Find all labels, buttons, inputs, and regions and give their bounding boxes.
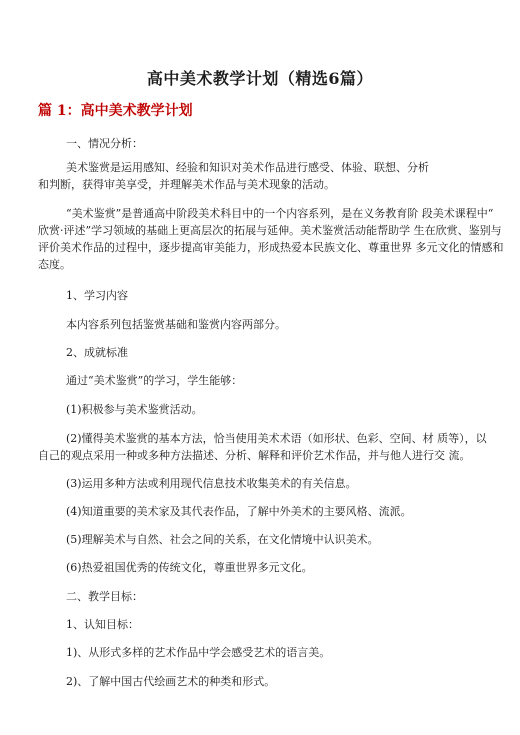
paragraph-line: 和判断，获得审美享受，并理解美术作品与美术现象的活动。	[38, 178, 335, 191]
document-title: 高中美术教学计划（精选6篇）	[146, 69, 374, 88]
list-item: (6)热爱祖国优秀的传统文化，尊重世界多元文化。	[66, 561, 313, 574]
paragraph-line: “美术鉴赏”是普通高中阶段美术科目中的一个内容系列，是在义务教育阶 段美术课程中“	[66, 207, 494, 220]
paragraph-line: 评价美术作品的过程中，逐步提高审美能力，形成热爱本民族文化、尊重世界 多元文化的情感和	[38, 241, 504, 254]
section-heading: 篇 1：高中美术教学计划	[38, 103, 193, 119]
list-item: (3)运用多种方法或利用现代信息技术收集美术的有关信息。	[66, 477, 357, 490]
subheading-achievement-standard: 2、成就标准	[66, 346, 128, 359]
list-item: 1)、从形式多样的艺术作品中学会感受艺术的语言美。	[66, 646, 331, 659]
paragraph-line: 欣赏·评述”学习领域的基础上更高层次的拓展与延伸。美术鉴赏活动能帮助学 生在欣赏、鉴别与	[38, 224, 502, 237]
subheading-cognitive-objectives: 1、认知目标：	[66, 618, 139, 631]
list-item: (5)理解美术与自然、社会之间的关系，在文化情境中认识美术。	[66, 533, 379, 546]
paragraph-line: 态度。	[38, 258, 71, 271]
list-item: 2)、了解中国古代绘画艺术的种类和形式。	[66, 675, 276, 688]
heading-teaching-objectives: 二、教学目标：	[66, 590, 143, 603]
subheading-learning-content: 1、学习内容	[66, 289, 128, 302]
list-item: (1)积极参与美术鉴赏活动。	[66, 403, 203, 416]
paragraph-line: 本内容系列包括鉴赏基础和鉴赏内容两部分。	[66, 318, 286, 331]
heading-situation-analysis: 一、情况分析：	[66, 137, 143, 150]
list-item: (2)懂得美术鉴赏的基本方法，恰当使用美术术语（如形状、色彩、空间、材 质等），以	[66, 432, 487, 445]
paragraph-line: 自己的观点采用一种或多种方法描述、分析、解释和评价艺术作品，并与他人进行交 流。	[38, 449, 471, 462]
paragraph-line: 通过“美术鉴赏”的学习，学生能够：	[66, 374, 243, 387]
list-item: (4)知道重要的美术家及其代表作品，了解中外美术的主要风格、流派。	[66, 505, 412, 518]
paragraph-line: 美术鉴赏是运用感知、经验和知识对美术作品进行感受、体验、联想、分析	[66, 161, 429, 174]
